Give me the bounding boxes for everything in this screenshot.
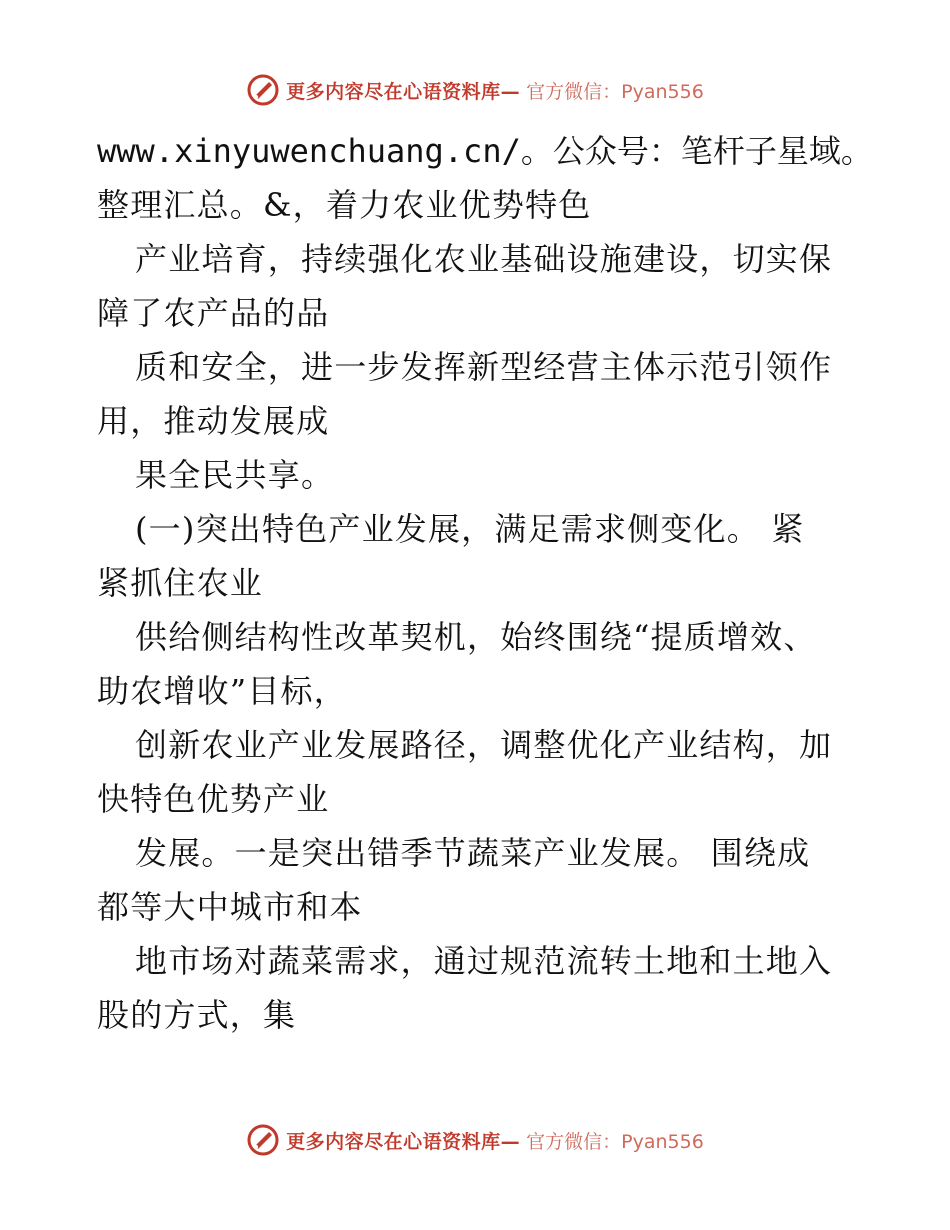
text-line: 紧抓住农业	[97, 564, 264, 602]
text-line: 果全民共享。	[135, 456, 335, 494]
text-line: 都等大中城市和本	[97, 888, 363, 926]
text-line: 质和安全，进一步发挥新型经营主体示范引领作	[135, 348, 833, 386]
text-line: 供给侧结构性改革契机，始终围绕“提质增效、	[135, 618, 817, 656]
text-line: 用，推动发展成	[97, 402, 330, 440]
text-line: 整理汇总。&，着力农业优势特色	[97, 186, 592, 224]
banner-text: 更多内容尽在心语资料库—	[286, 1130, 521, 1153]
text-line: 助农增收”目标，	[97, 672, 347, 710]
text-line: 股的方式，集	[97, 996, 297, 1034]
text-line: 地市场对蔬菜需求，通过规范流转土地和土地入	[135, 942, 833, 980]
banner-text: 更多内容尽在心语资料库—	[286, 80, 521, 103]
text-line: 快特色优势产业	[97, 780, 330, 818]
banner-wechat: 官方微信：Pyan556	[526, 1130, 704, 1153]
brand-logo-icon	[246, 1123, 280, 1157]
section-heading-line: (一)突出特色产业发展，满足需求侧变化。 紧	[135, 510, 805, 548]
header-banner	[0, 70, 950, 110]
footer-banner	[0, 1120, 950, 1160]
text-line: www.xinyuwenchuang.cn/。公众号：笔杆子星域。	[97, 132, 873, 170]
document-body	[97, 124, 873, 1042]
brand-logo-icon	[246, 73, 280, 107]
text-line: 创新农业产业发展路径，调整优化产业结构，加	[135, 726, 833, 764]
text-line: 发展。一是突出错季节蔬菜产业发展。 围绕成	[135, 834, 811, 872]
text-line: 障了农产品的品	[97, 294, 330, 332]
text-line: 产业培育，持续强化农业基础设施建设，切实保	[135, 240, 833, 278]
banner-wechat: 官方微信：Pyan556	[526, 80, 704, 103]
